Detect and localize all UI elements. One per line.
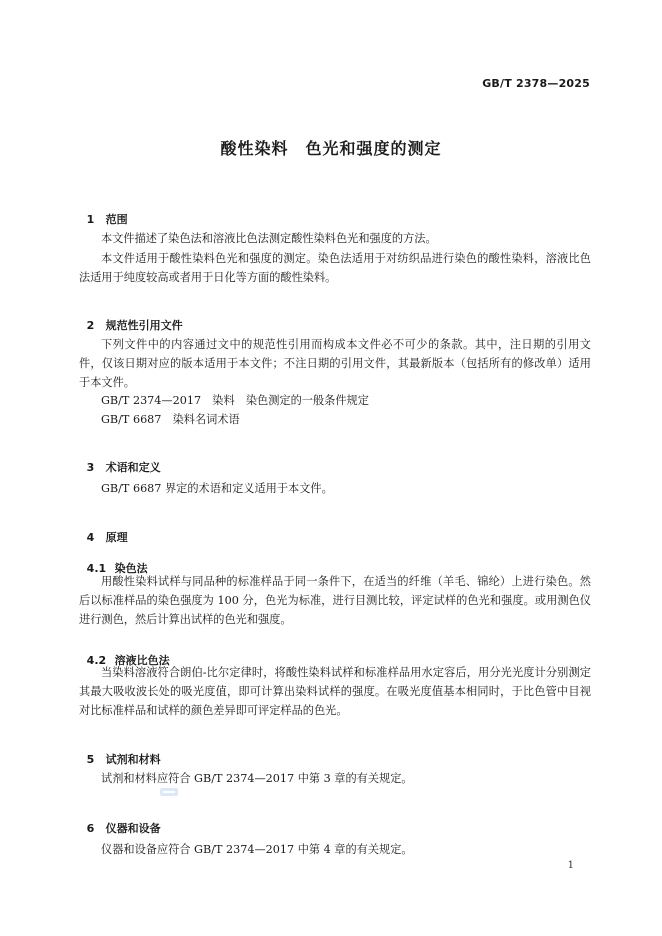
- document-title: 酸性染料 色光和强度的测定: [220, 139, 442, 158]
- section-number: 3: [86, 461, 95, 474]
- section-title: 原理: [105, 531, 128, 544]
- section-number: 1: [86, 213, 95, 226]
- section-title: 术语和定义: [105, 461, 161, 474]
- section-number: 4: [86, 531, 95, 544]
- document-code: GB/T 2378—2025: [482, 77, 590, 90]
- section-4-heading: [79, 516, 128, 545]
- section-1-heading: [79, 198, 128, 227]
- section-2-paragraph-1: 下列文件中的内容通过文中的规范性引用而构成本文件必不可少的条款。其中，注日期的引用文件，仅该日期对应的版本适用于本文件；不注日期的引用文件，其最新版本（包括所有的修改单）适用于本文件。: [79, 338, 591, 389]
- section-1-paragraph-2: 本文件适用于酸性染料色光和强度的测定。染色法适用于对纺织品进行染色的酸性染料，溶液比色法适用于纯度较高或者用于日化等方面的酸性染料。: [79, 252, 591, 284]
- section-number: 2: [86, 319, 95, 332]
- section-3-heading: [79, 446, 161, 475]
- section-number: 6: [86, 822, 95, 835]
- section-title: 染色法: [114, 562, 148, 575]
- section-title: 试剂和材料: [105, 753, 161, 766]
- section-5-heading: [79, 738, 161, 767]
- section-3-paragraph-1: GB/T 6687 界定的术语和定义适用于本文件。: [101, 482, 333, 495]
- page-number: 1: [567, 860, 574, 871]
- section-5-paragraph-1: 试剂和材料应符合 GB/T 2374—2017 中第 3 章的有关规定。: [101, 772, 413, 785]
- section-title: 仪器和设备: [105, 822, 161, 835]
- section-title: 范围: [105, 213, 128, 226]
- section-4-2-paragraph-1: 当染料溶液符合朗伯-比尔定律时，将酸性染料试样和标准样品用水定容后，用分光光度计分别测定其最大吸收波长处的吸光度值，即可计算出染料试样的强度。在吸光度值基本相同时，于比色管中目视对比标准样品和试样的颜色差异即可评定样品的色光。: [79, 666, 591, 717]
- section-6-paragraph-1: 仪器和设备应符合 GB/T 2374—2017 中第 4 章的有关规定。: [101, 843, 413, 856]
- section-number: 5: [86, 753, 95, 766]
- section-title: 溶液比色法: [114, 654, 170, 667]
- section-number: 4.2: [86, 654, 107, 667]
- watermark-icon: [160, 787, 178, 797]
- section-4-1-paragraph-1: 用酸性染料试样与同品种的标准样品于同一条件下，在适当的纤维（羊毛、锦纶）上进行染色。然后以标准样品的染色强度为 100 分，色光为标准，进行目测比较，评定试样的色光和强度。或用测色仪进行测色，然后计算出试样的色光和强度。: [79, 575, 591, 626]
- section-title: 规范性引用文件: [105, 319, 183, 332]
- normative-reference-1: GB/T 2374—2017 染料 染色测定的一般条件规定: [101, 394, 369, 407]
- section-2-heading: [79, 304, 183, 333]
- section-1-paragraph-1: 本文件描述了染色法和溶液比色法测定酸性染料色光和强度的方法。: [101, 232, 437, 245]
- section-6-heading: [79, 807, 161, 836]
- section-number: 4.1: [86, 562, 107, 575]
- normative-reference-2: GB/T 6687 染料名词术语: [101, 413, 240, 426]
